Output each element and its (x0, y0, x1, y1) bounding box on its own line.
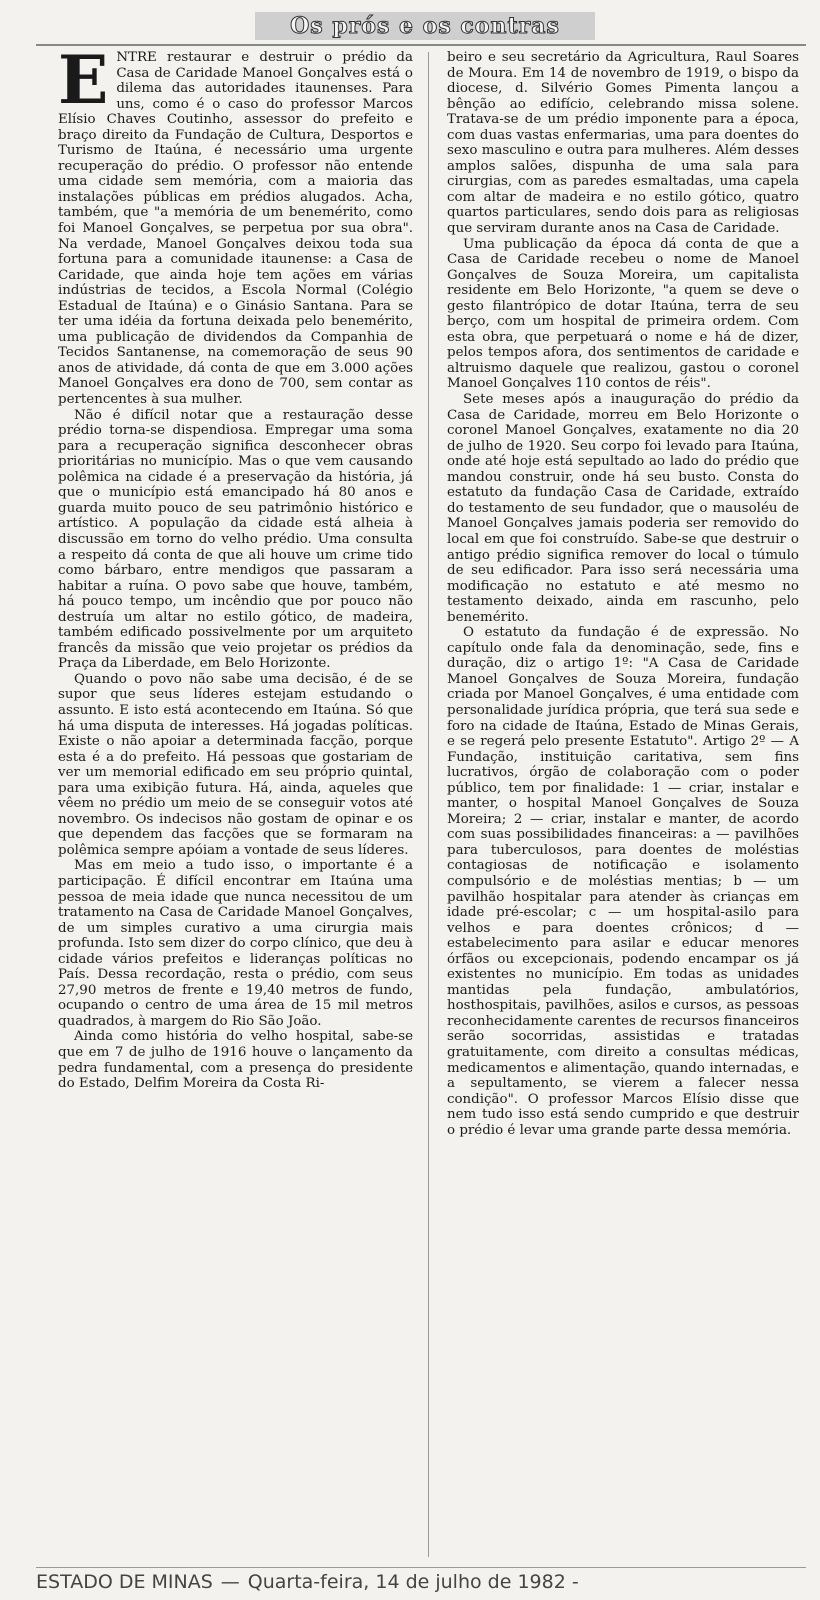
drop-cap: E (58, 50, 109, 119)
article-paragraph: beiro e seu secretário da Agricultura, Raul Soares de Moura. Em 14 de novembro de 1919, o bispo da diocese, d. Silvério Gomes Pimenta lançou a bênção ao edifício, celebrando missa solene. Tratava-se de um prédio imponente para a época, com duas vastas enfermarias, uma para doentes do sexo masculino e outra para mulheres. Além desses amplos salões, dispunha de uma sala para cirurgias, com as paredes esmaltadas, uma capela com altar de madeira e no estilo gótico, quatro quartos particulares, sendo dois para as religiosas que serviram durante anos na Casa de Caridade. (447, 50, 799, 237)
column-divider (428, 52, 429, 1557)
headline: Os prós e os contras (255, 12, 595, 40)
page-footer (36, 1567, 806, 1595)
article-paragraph: O estatuto da fundação é de expressão. No capítulo onde fala da denominação, sede, fins e duração, diz o artigo 1º: "A Casa de Caridade Manoel Gonçalves de Souza Moreira, fundação criada por Manoel Gonçalves, é uma entidade com personalidade jurídica própria, que terá sua sede e foro na cidade de Itaúna, Estado de Minas Gerais, e se regerá pelo presente Estatuto". Artigo 2º — A Fundação, instituição caritativa, sem fins lucrativos, órgão de colaboração com o poder público, tem por finalidade: 1 — criar, instalar e manter, o hospital Manoel Gonçalves de Souza Moreira; 2 — criar, instalar e manter, de acordo com suas possibilidades financeiras: a — pavilhões para tuberculosos, para doentes de moléstias contagiosas de notificação e isolamento compulsório e de moléstias mentias; b — um pavilhão hospitalar para atender às crianças em idade pré-escolar; c — um hospital-asilo para velhos e para doentes crônicos; d — estabelecimento para asilar e educar menores órfãos ou excepcionais, podendo encampar os já existentes no município. Em todas as unidades mantidas pela fundação, ambulatórios, hosthospitais, pavilhões, asilos e cursos, as pessoas reconhecidamente carentes de recursos financeiros serão socorridas, assistidas e tratadas gratuitamente, com direito a consultas médicas, medicamentos e alimentação, quando internadas, e a sepultamento, se vierem a falecer nessa condição". O professor Marcos Elísio disse que nem tudo isso está sendo cumprido e que destruir o prédio é levar uma grande parte dessa memória. (447, 625, 799, 1138)
top-rule (36, 44, 806, 46)
article-paragraph: Quando o povo não sabe uma decisão, é de se supor que seus líderes estejam estudando o assunto. E isto está acontecendo em Itaúna. Só que há uma disputa de interesses. Há jogadas políticas. Existe o não apoiar a determinada facção, porque esta é a do prefeito. Há pessoas que gostariam de ver um memorial edificado em seu próprio quintal, para uma exibição futura. Há, ainda, aqueles que vêem no prédio um meio de se conseguir votos até novembro. Os indecisos não gostam de opinar e os que dependem das facções que se formaram na polêmica sempre apóiam a vontade de seus líderes. (58, 671, 413, 858)
footer-separator: — (220, 1571, 240, 1593)
article-paragraph: Não é difícil notar que a restauração desse prédio torna-se dispendiosa. Empregar uma soma para a recuperação significa desconhecer obras prioritárias no município. Mas o que vem causando polêmica na cidade é a preservação da história, já que o município está emancipado há 80 anos e guarda muito pouco de seu patrimônio histórico e artístico. A população da cidade está alheia à discussão em torno do velho prédio. Uma consulta a respeito dá conta de que ali houve um crime tido como bárbaro, entre mendigos que passaram a habitar a ruína. O povo sabe que houve, também, há pouco tempo, um incêndio que por pouco não destruía um altar no estilo gótico, de madeira, também edificado possivelmente por um arquiteto francês da missão que veio projetar os prédios da Praça da Liberdade, em Belo Horizonte. (58, 407, 413, 672)
article-column-left (58, 50, 413, 1562)
publication-date: Quarta-feira, 14 de julho de 1982 - (247, 1571, 579, 1593)
article-paragraph: Ainda como história do velho hospital, sabe-se que em 7 de julho de 1916 houve o lançamento da pedra fundamental, com a presença do presidente do Estado, Delfim Moreira da Costa Ri- (58, 1029, 413, 1092)
article-paragraph: Sete meses após a inauguração do prédio da Casa de Caridade, morreu em Belo Horizonte o coronel Manoel Gonçalves, exatamente no dia 20 de julho de 1920. Seu corpo foi levado para Itaúna, onde até hoje está sepultado ao lado do prédio que mandou construir, onde há seu busto. Consta do estatuto da fundação Casa de Caridade, extraído do testamento de seu fundador, que o mausoléu de Manoel Gonçalves jamais poderia ser removido do local em que foi construído. Sabe-se que destruir o antigo prédio significa remover do local o túmulo de seu edificador. Para isso será necessária uma modificação no estatuto e até mesmo no testamento deixado, ainda em rascunho, pelo benemérito. (447, 392, 799, 625)
article-paragraph (58, 50, 413, 408)
article-column-right (447, 50, 799, 1562)
paragraph-text: NTRE restaurar e destruir o prédio da Casa de Caridade Manoel Gonçalves está o dilema das autoridades itaunenses. Para uns, como é o caso do professor Marcos Elísio Chaves Coutinho, assessor do prefeito e braço direito da Fundação de Cultura, Desportos e Turismo de Itaúna, é necessário uma urgente recuperação do prédio. O professor não entende uma cidade sem memória, com a maioria das instalações públicas em prédios alugados. Acha, também, que "a memória de um benemérito, como foi Manoel Gonçalves, se perpetua por sua obra". Na verdade, Manoel Gonçalves deixou toda sua fortuna para a comunidade itaunense: a Casa de Caridade, que ainda hoje tem ações em várias indústrias de tecidos, a Escola Normal (Colégio Estadual de Itaúna) e o Ginásio Santana. Para se ter uma idéia da fortuna deixada pelo benemérito, uma publicação de dividendos da Companhia de Tecidos Santanense, na comemoração de seus 90 anos de atividade, dá conta de que em 3.000 ações Manoel Gonçalves era dono de 700, sem contar as pertencentes à sua mulher. (58, 50, 413, 408)
article-paragraph: Uma publicação da época dá conta de que a Casa de Caridade recebeu o nome de Manoel Gonçalves de Souza Moreira, um capitalista residente em Belo Horizonte, "a quem se deve o gesto filantrópico de dotar Itaúna, terra de seu berço, com um hospital de primeira ordem. Com esta obra, que perpetuará o nome e há de dizer, pelos tempos afora, dos sentimentos de caridade e altruismo daquele que realizou, gastou o coronel Manoel Gonçalves 110 contos de réis". (447, 236, 799, 392)
newspaper-name: ESTADO DE MINAS (36, 1571, 213, 1593)
article-paragraph: Mas em meio a tudo isso, o importante é a participação. É difícil encontrar em Itaúna uma pessoa de meia idade que nunca necessitou de um tratamento na Casa de Caridade Manoel Gonçalves, de um simples curativo a uma cirurgia mais profunda. Isto sem dizer do corpo clínico, que deu à cidade vários prefeitos e lideranças políticas no País. Dessa recordação, resta o prédio, com seus 27,90 metros de frente e 19,40 metros de fundo, ocupando o centro de uma área de 15 mil metros quadrados, à margem do Rio São João. (58, 858, 413, 1029)
